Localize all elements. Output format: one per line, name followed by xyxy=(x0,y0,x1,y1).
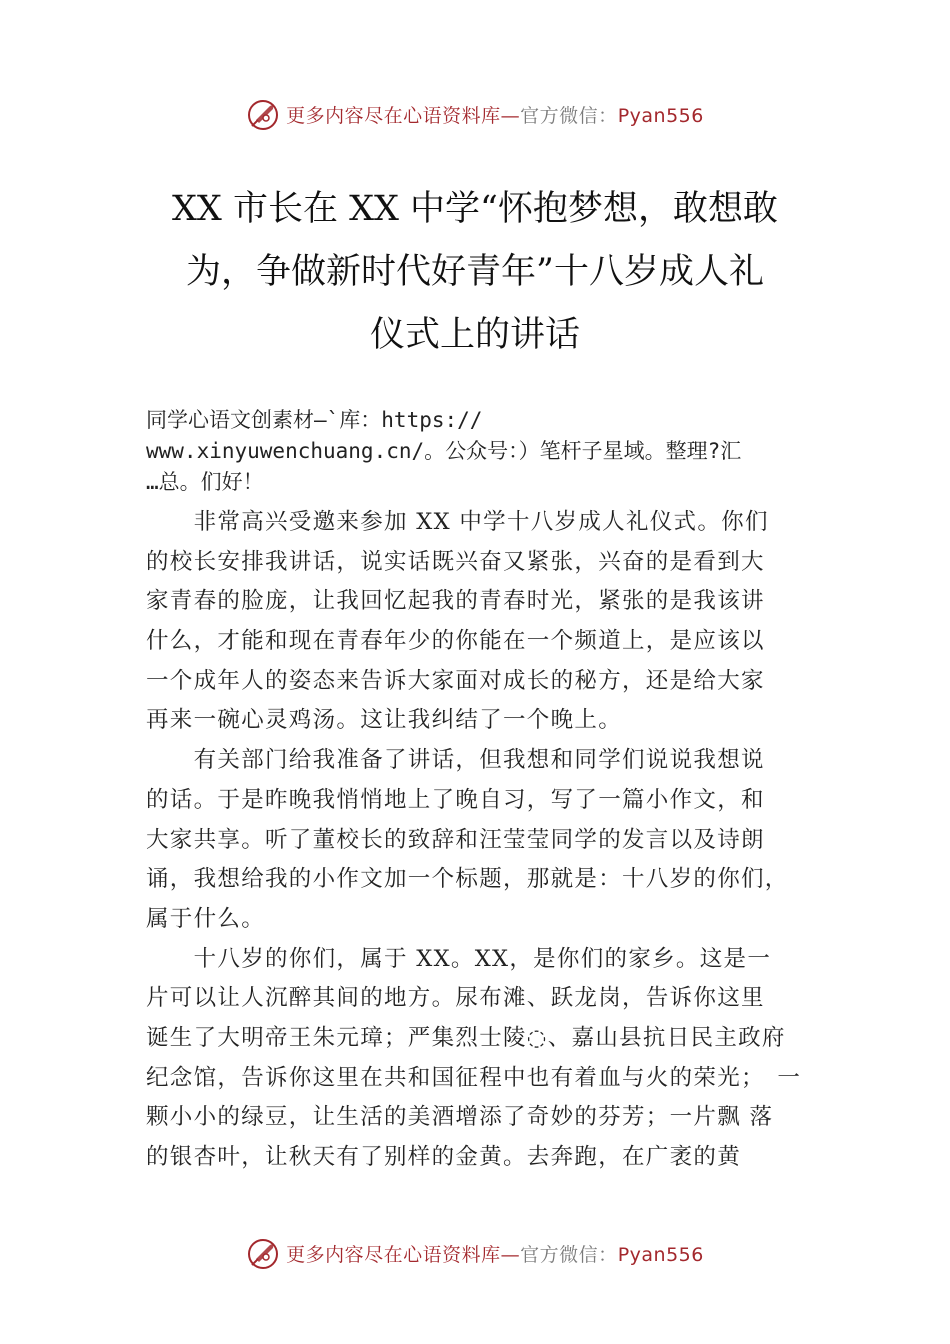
banner-separator: — xyxy=(500,1243,521,1266)
quill-logo-icon xyxy=(246,1235,282,1271)
body-line: 有关部门给我准备了讲话，但我想和同学们说说我想说 xyxy=(146,747,765,774)
body-line: 大家共享。听了董校长的致辞和汪莹莹同学的发言以及诗朗 xyxy=(146,826,765,853)
footer-banner xyxy=(0,1233,950,1273)
title-line: 为，争做新时代好青年”十八岁成人礼 xyxy=(186,252,764,292)
banner-slogan: 更多内容尽在心语资料库 xyxy=(286,104,501,127)
banner-slogan: 更多内容尽在心语资料库 xyxy=(286,1243,501,1266)
body-line: 再来一碗心灵鸡汤。这让我纠结了一个晚上。 xyxy=(146,707,623,734)
body-line: 诵，我想给我的小作文加一个标题，那就是：十八岁的你们， xyxy=(146,866,789,893)
source-line: 同学心语文创素材—`库：https:// xyxy=(146,408,483,432)
body-line: 的银杏叶，让秋天有了别样的金黄。去奔跑，在广袤的黄 xyxy=(146,1144,742,1170)
banner-text xyxy=(286,101,704,128)
body-line: 的校长安排我讲话，说实话既兴奋又紧张，兴奋的是看到大 xyxy=(146,548,765,575)
wechat-id: Pyan556 xyxy=(617,1243,704,1266)
body-line: 家青春的脸庞，让我回忆起我的青春时光，紧张的是我该讲 xyxy=(146,588,765,615)
wechat-id: Pyan556 xyxy=(617,104,704,127)
quill-logo-icon xyxy=(246,96,282,132)
body-line: 颗小小的绿豆，让生活的美酒增添了奇妙的芬芳；一片飘 落 xyxy=(146,1104,774,1131)
source-line: www.xinyuwenchuang.cn/。公众号：）笔杆子星域。整理?汇 xyxy=(146,439,742,463)
body-line: 属于什么。 xyxy=(146,905,266,932)
title-line: 仪式上的讲话 xyxy=(369,315,580,355)
body-line: 一个成年人的姿态来告诉大家面对成长的秘方，还是给大家 xyxy=(146,667,765,694)
body-line: 纪念馆，告诉你这里在共和国征程中也有着血与火的荣光； 一 xyxy=(146,1064,802,1091)
speech-body xyxy=(146,503,836,1178)
body-line: 非常高兴受邀来参加 XX 中学十八岁成人礼仪式。你们 xyxy=(146,509,769,535)
banner-separator: — xyxy=(500,104,521,127)
banner-text xyxy=(286,1240,704,1267)
title-line: XX 市长在 XX 中学“怀抱梦想，敢想敢 xyxy=(172,189,778,229)
document-title xyxy=(100,178,850,367)
source-note xyxy=(146,405,836,498)
body-line: 片可以让人沉醉其间的地方。尿布滩、跃龙岗，告诉你这里 xyxy=(146,985,765,1012)
body-line: 十八岁的你们，属于 XX。XX，是你们的家乡。这是一 xyxy=(146,945,772,972)
wechat-label: 官方微信： xyxy=(520,1243,618,1266)
body-line: 什么，才能和现在青春年少的你能在一个频道上，是应该以 xyxy=(146,628,765,655)
body-line: 诞生了大明帝王朱元璋；严集烈士陵◌、嘉山县抗日民主政府 xyxy=(146,1024,786,1051)
header-banner xyxy=(0,94,950,134)
source-line: …总。们好！ xyxy=(146,470,264,494)
wechat-label: 官方微信： xyxy=(520,104,618,127)
body-line: 的话。于是昨晚我悄悄地上了晚自习，写了一篇小作文，和 xyxy=(146,786,765,813)
